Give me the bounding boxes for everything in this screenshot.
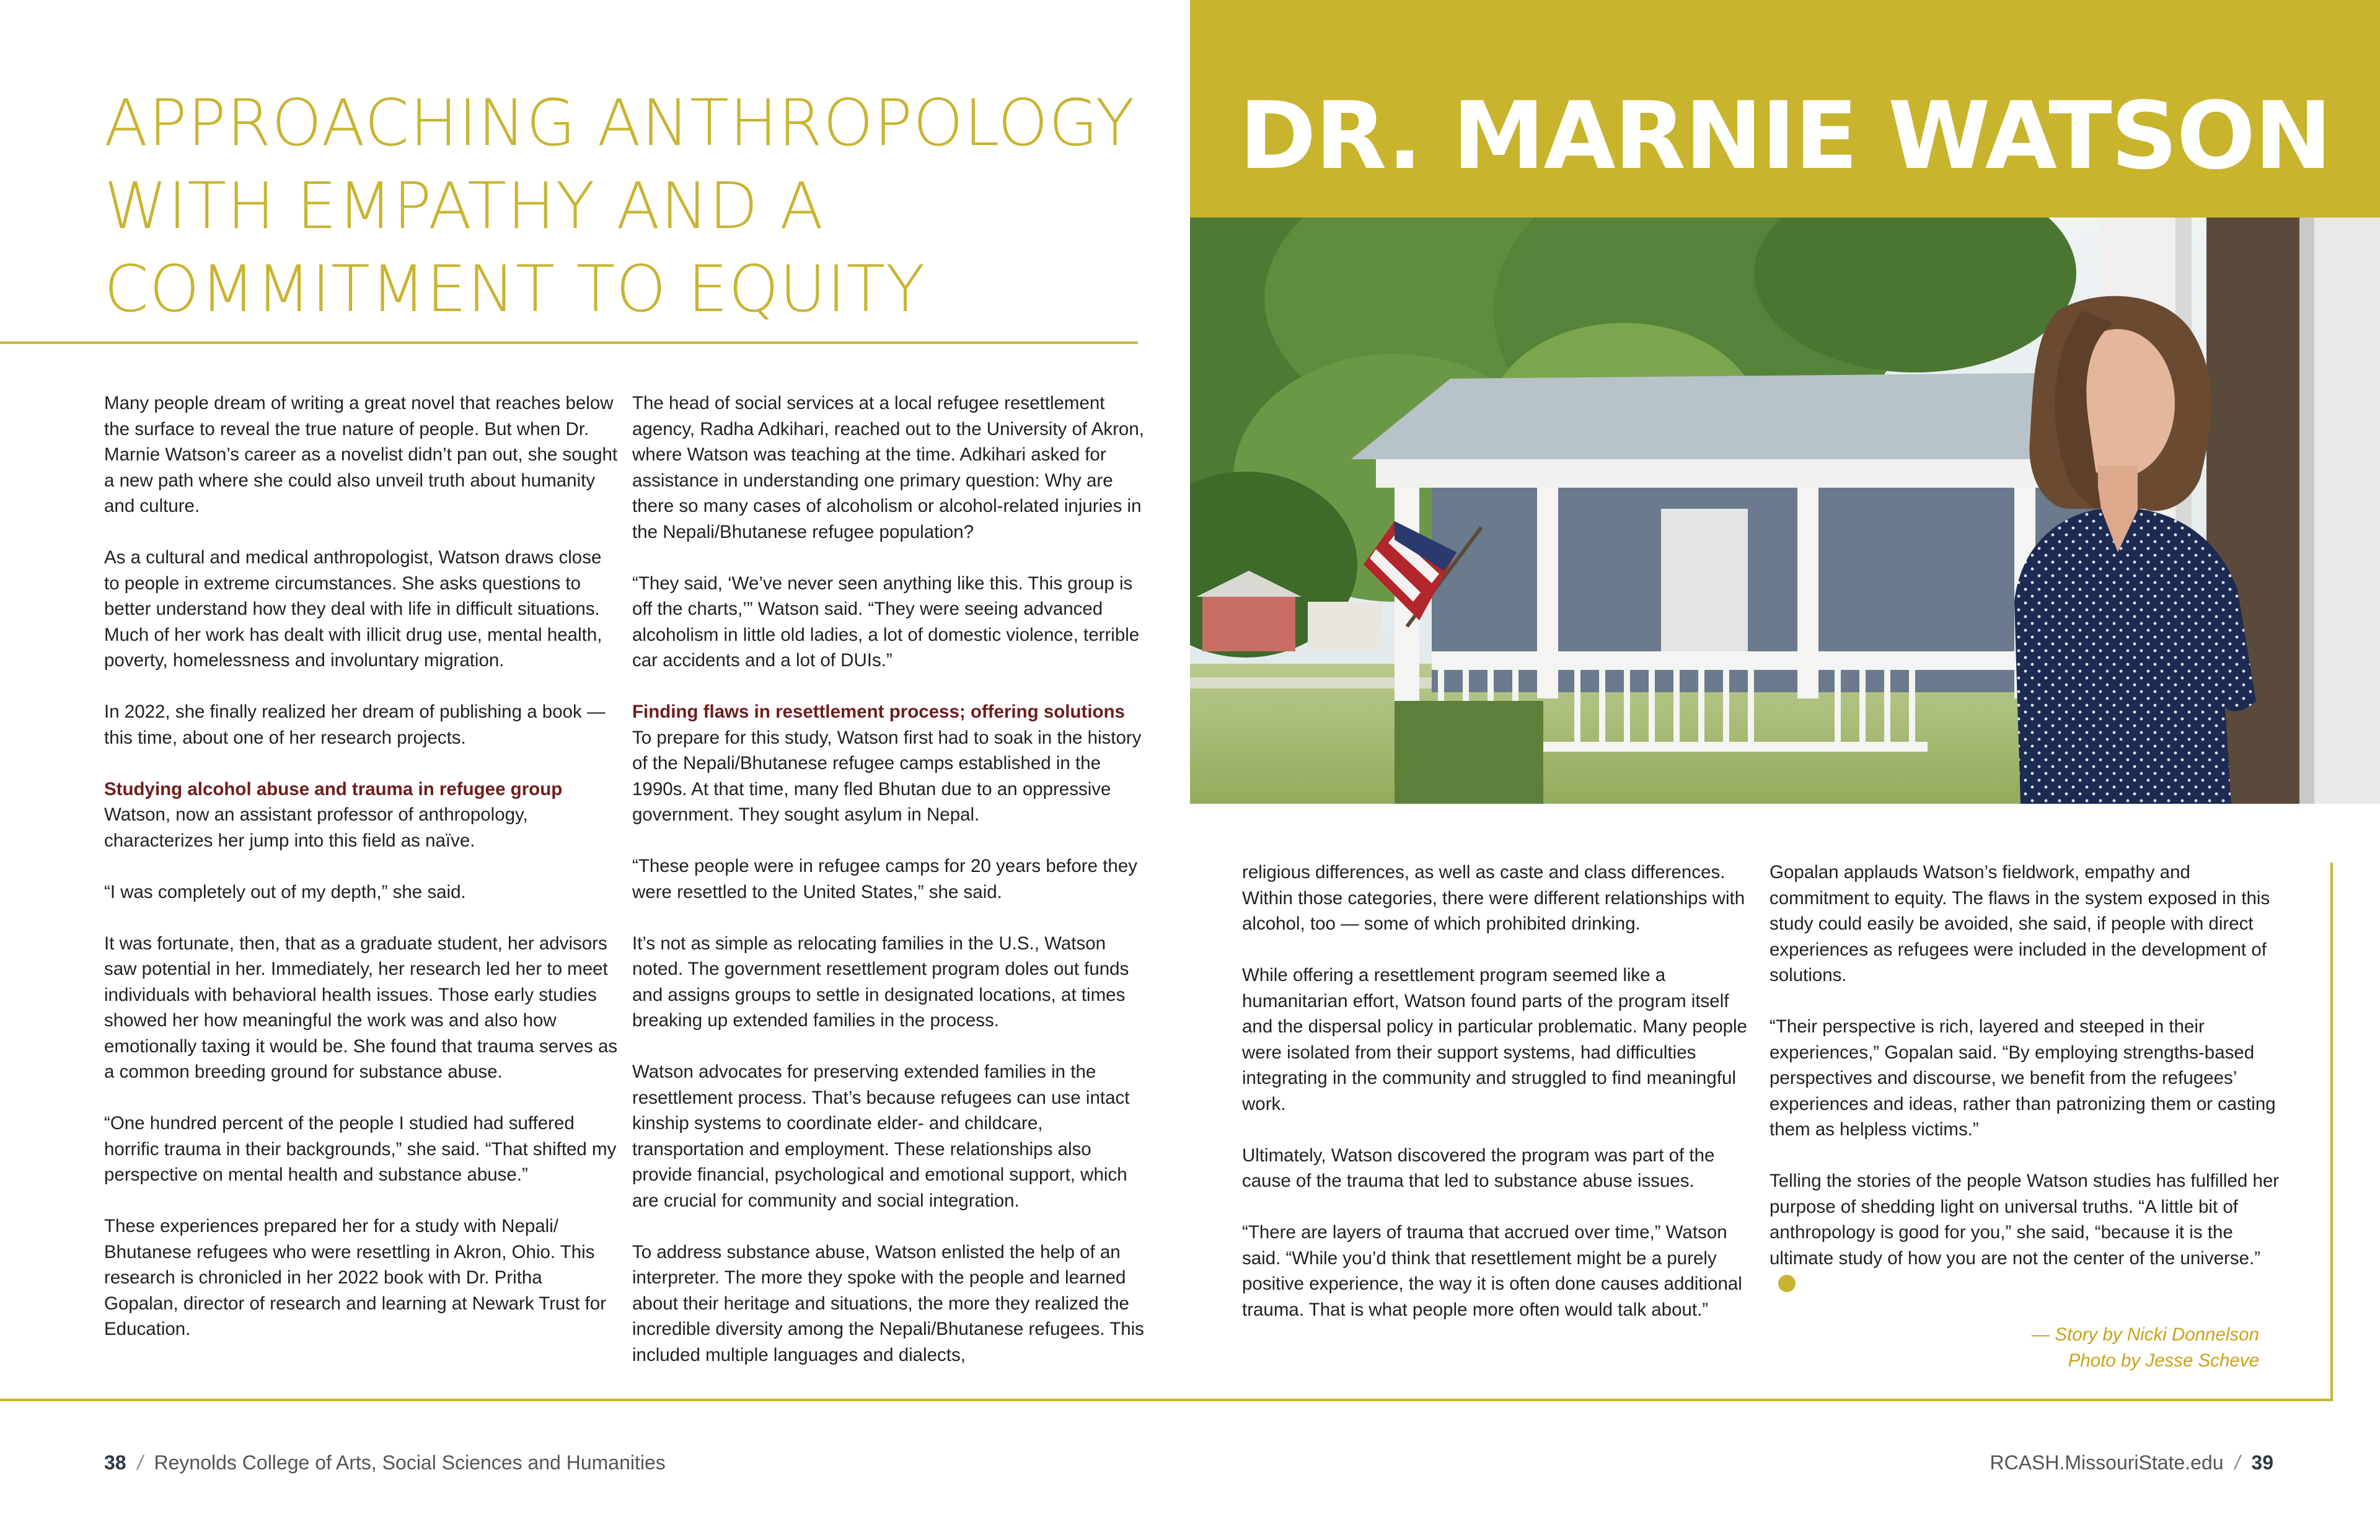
paragraph: “I was completely out of my depth,” she said. <box>104 881 466 902</box>
paragraph: Watson, now an assistant professor of anthropology, characterizes her jump into this field as naïve. <box>104 804 528 851</box>
paragraph: It was fortunate, then, that as a graduate student, her advisors saw potential in her. Immediately, her research led her to meet individuals with behavioral health issues. Those early studies showed her how meaningful the work was and also how emotionally taxing it would be. She found that trauma serves as a common breeding ground for substance abuse. <box>104 933 618 1082</box>
paragraph: To address substance abuse, Watson enlisted the help of an interpreter. The more they spoke with the people and learned about their heritage and situations, the more they realized the incredible diversity among the Nepali/Bhutanese refugees. This included multiple languages and dialects, <box>632 1241 1144 1365</box>
page-number-left: 38 <box>104 1451 126 1474</box>
section-subhead: Studying alcohol abuse and trauma in refugee group <box>104 778 563 799</box>
profile-name: DR. MARNIE WATSON <box>1239 82 2331 190</box>
footer-right <box>1990 1449 2273 1476</box>
paragraph: “One hundred percent of the people I studied had suffered horrific trauma in their backgrounds,” she said. “That shifted my perspective on mental health and substance abuse.” <box>104 1113 617 1185</box>
footer-separator: / <box>2234 1451 2241 1474</box>
paragraph: The head of social services at a local refugee resettlement agency, Radha Adkihari, reached out to the University of Akron, where Watson was teaching at the time. Adkihari asked for assistance in understanding one primary question: Why are there so many cases of alcoholism or alcohol-related injuries in the Nepali/Bhutanese refugee population? <box>632 393 1144 542</box>
paragraph: Gopalan applauds Watson’s fieldwork, empathy and commitment to equity. The flaws in the system exposed in this study could easily be avoided, she said, if people with direct experiences as refugees were included in the development of solutions. <box>1770 862 2270 985</box>
paragraph: “These people were in refugee camps for 20 years before they were resettled to the United States,” she said. <box>632 856 1137 902</box>
website-link[interactable]: RCASH.MissouriState.edu <box>1990 1451 2224 1474</box>
paragraph: To prepare for this study, Watson first had to soak in the history of the Nepali/Bhutanese refugee camps established in the 1990s. At that time, many fled Bhutan due to an oppressive government. They sought asylum in Nepal. <box>632 727 1142 825</box>
section-subhead: Finding flaws in resettlement process; offering solutions <box>632 702 1125 722</box>
paragraph: As a cultural and medical anthropologist, Watson draws close to people in extreme circumstances. She asks questions to better understand how they deal with life in difficult situations. Much of her work has dealt with illicit drug use, mental health, poverty, homelessness and involuntary migration. <box>104 547 602 671</box>
end-mark-icon <box>1778 1275 1796 1292</box>
title-divider <box>0 341 1138 344</box>
paragraph: Ultimately, Watson discovered the program was part of the cause of the trauma that led to substance abuse issues. <box>1242 1145 1715 1191</box>
closing-text: Telling the stories of the people Watson studies has fulfilled her purpose of shedding light on universal truths. “A little bit of anthropology is good for you,” she said, “because it is the ultimate study of how you are not the center of the universe.” <box>1770 1171 2280 1269</box>
headline-line-2: WITH EMPATHY AND A <box>104 169 824 244</box>
paragraph: In 2022, she finally realized her dream of publishing a book — this time, about one of her research projects. <box>104 702 606 748</box>
article-column-4 <box>1770 860 2284 1322</box>
college-name: Reynolds College of Arts, Social Sciences and Humanities <box>154 1451 666 1474</box>
paragraph: Watson advocates for preserving extended families in the resettlement process. That’s because refugees can use intact kinship systems to coordinate elder- and childcare, transportation and employment. These relationships also provide financial, psychological and emotional support, which are crucial for community and social integration. <box>632 1062 1130 1211</box>
paragraph: These experiences prepared her for a study with Nepali/ Bhutanese refugees who were resettling in Akron, Ohio. This research is chronicled in her 2022 book with Dr. Pritha Gopalan, director of research and learning at Newark Trust for Education. <box>104 1216 607 1339</box>
headline-line-3: COMMITMENT TO EQUITY <box>104 252 926 327</box>
headline-line-1: APPROACHING ANTHROPOLOGY <box>104 86 1135 161</box>
woman-on-porch-photo <box>1190 218 2380 804</box>
footer-divider <box>0 1399 2333 1401</box>
paragraph: “There are layers of trauma that accrued over time,” Watson said. “While you’d think that resettlement might be a purely positive experience, the way it is often done causes additional trauma. That is what people more often would talk about.” <box>1242 1222 1742 1320</box>
footer-left <box>104 1449 666 1476</box>
paragraph: “Their perspective is rich, layered and steeped in their experiences,” Gopalan said. “By employing strengths-based perspectives and discourse, we benefit from the refugees’ experiences and ideas, rather than patronizing them or casting them as helpless victims.” <box>1770 1016 2276 1140</box>
paragraph: “They said, ‘We’ve never seen anything like this. This group is off the charts,’” Watson said. “They were seeing advanced alcoholism in little old ladies, a lot of domestic violence, terrible car accidents and a lot of DUIs.” <box>632 573 1140 671</box>
story-credit: — Story by Nicki Donnelson <box>2031 1324 2259 1345</box>
article-column-2 <box>632 390 1147 1394</box>
page-title <box>104 82 1158 331</box>
paragraph: While offering a resettlement program seemed like a humanitarian effort, Watson found parts of the program itself and the dispersal policy in particular problematic. Many people were isolated from their support systems, had difficulties integrating in the community and struggled to find meaningful work. <box>1242 965 1747 1114</box>
name-banner <box>1190 0 2380 218</box>
paragraph: It’s not as simple as relocating families in the U.S., Watson noted. The government resettlement program doles out funds and assigns groups to settle in designated locations, at times breaking up extended families in the process. <box>632 933 1129 1031</box>
column-divider <box>2330 863 2333 1400</box>
paragraph: Many people dream of writing a great novel that reaches below the surface to reveal the true nature of people. But when Dr. Marnie Watson’s career as a novelist didn’t pan out, she sought a new path where she could also unveil truth about humanity and culture. <box>104 393 618 516</box>
footer-separator: / <box>137 1451 143 1474</box>
photo-credit: Photo by Jesse Scheve <box>2068 1350 2259 1371</box>
closing-paragraph <box>1770 1168 2284 1297</box>
page-number-right: 39 <box>2251 1451 2273 1474</box>
paragraph: religious differences, as well as caste and class differences. Within those categories, there were different relationships with alcohol, too — some of which prohibited drinking. <box>1242 862 1745 934</box>
article-column-1 <box>104 390 619 1368</box>
article-credits <box>1770 1322 2259 1373</box>
article-column-3 <box>1242 860 1756 1349</box>
